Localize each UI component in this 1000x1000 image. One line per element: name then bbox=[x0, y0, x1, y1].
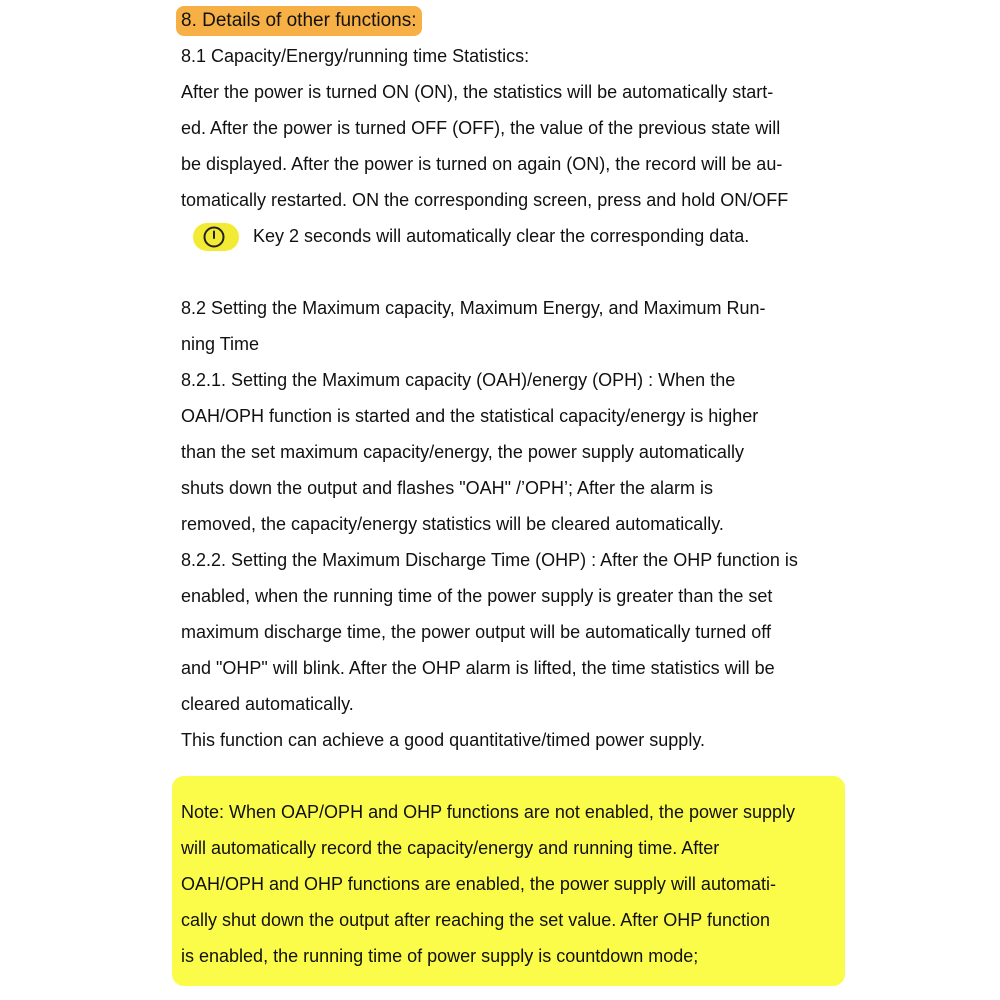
note-line-1: Note: When OAP/OPH and OHP functions are not enabled, the power supply bbox=[181, 802, 796, 822]
s822-line-1: 8.2.2. Setting the Maximum Discharge Time (OHP) : After the OHP function is bbox=[181, 550, 798, 570]
s82-title: 8.2 Setting the Maximum capacity, Maximum Energy, and Maximum Run- bbox=[181, 298, 766, 318]
s82-title-cont: ning Time bbox=[181, 334, 260, 354]
note-line-2: will automatically record the capacity/energy and running time. After bbox=[181, 838, 720, 858]
note-line-5: is enabled, the running time of power supply is countdown mode; bbox=[181, 946, 699, 966]
power-icon bbox=[202, 225, 226, 249]
s822-line-5: cleared automatically. bbox=[181, 694, 354, 714]
s81-line-5: Key 2 seconds will automatically clear the corresponding data. bbox=[253, 226, 750, 246]
note-line-4: cally shut down the output after reaching the set value. After OHP function bbox=[181, 910, 771, 930]
s81-title: 8.1 Capacity/Energy/running time Statistics: bbox=[181, 46, 530, 66]
s821-line-3: than the set maximum capacity/energy, the power supply automatically bbox=[181, 442, 744, 462]
s81-line-1: After the power is turned ON (ON), the statistics will be automatically start- bbox=[181, 82, 774, 102]
s81-line-2: ed. After the power is turned OFF (OFF), the value of the previous state will bbox=[181, 118, 781, 138]
s821-line-5: removed, the capacity/energy statistics will be cleared automatically. bbox=[181, 514, 724, 534]
s821-line-1: 8.2.1. Setting the Maximum capacity (OAH)/energy (OPH) : When the bbox=[181, 370, 736, 390]
s821-line-4: shuts down the output and flashes "OAH" /’OPH’; After the alarm is bbox=[181, 478, 714, 498]
s81-line-4: tomatically restarted. ON the corresponding screen, press and hold ON/OFF bbox=[181, 190, 789, 210]
s822-line-4: and "OHP" will blink. After the OHP alarm is lifted, the time statistics will be bbox=[181, 658, 775, 678]
s822-line-2: enabled, when the running time of the power supply is greater than the set bbox=[181, 586, 773, 606]
s82-conclusion: This function can achieve a good quantitative/timed power supply. bbox=[181, 730, 705, 750]
note-line-3: OAH/OPH and OHP functions are enabled, the power supply will automati- bbox=[181, 874, 776, 894]
s821-line-2: OAH/OPH function is started and the statistical capacity/energy is higher bbox=[181, 406, 759, 426]
s81-line-3: be displayed. After the power is turned on again (ON), the record will be au- bbox=[181, 154, 783, 174]
section-heading: 8. Details of other functions: bbox=[176, 6, 422, 36]
s822-line-3: maximum discharge time, the power output will be automatically turned off bbox=[181, 622, 771, 642]
